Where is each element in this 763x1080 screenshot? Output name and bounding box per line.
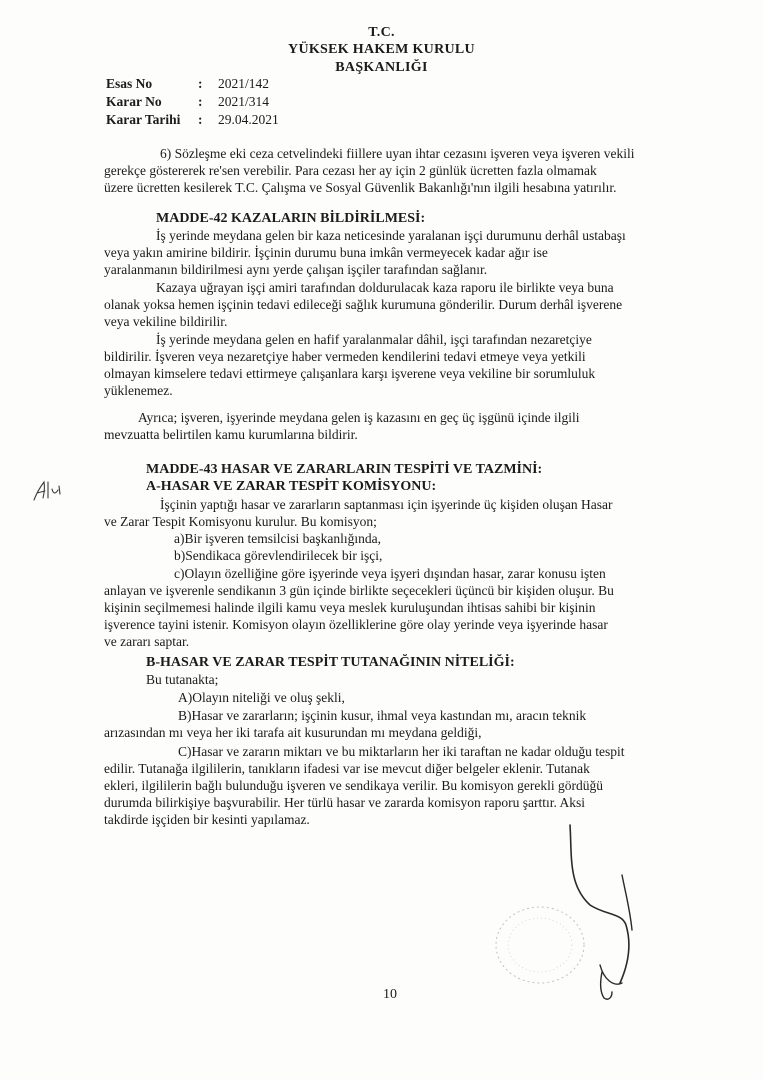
text-line: 6) Sözleşme eki ceza cetvelindeki fiillere uyan ihtar cezasını işveren veya işveren vekili [160,146,635,161]
marginal-initials-mark [32,476,66,504]
text-line: yüklenemez. [104,383,173,398]
text-line: edilir. Tutanağa ilgililerin, tanıkların ifadesi var ise mevcut diğer belgeler eklenir. Tutanak [104,761,590,776]
meta-key: Esas No [106,76,153,91]
text-line: durumda bilirkişiye başvurabilir. Her türlü hasar ve zararda komisyon raporu şarttır. Aksi [104,795,586,810]
meta-value: 2021/142 [218,76,270,91]
meta-sep: : [198,112,203,127]
text-line: arızasından mı veya her iki tarafa ait kusurundan mı meydana geldiği, [104,725,482,740]
section-heading-madde-43: MADDE-43 HASAR VE ZARARLARIN TESPİTİ VE TAZMİNİ: [146,462,543,477]
text-line: veya vekiline bildirilir. [104,314,228,329]
stamp-mark [490,900,590,990]
meta-sep: : [198,94,203,109]
text-line: Kazaya uğrayan işçi amiri tarafından doldurulacak kaza raporu ile birlikte veya buna [156,280,614,295]
header-tc: T.C. [368,25,395,40]
text-line: ve Zarar Tespit Komisyonu kurulur. Bu komisyon; [104,514,377,529]
text-line: yaralanmanın bildirilmesi aynı yerde çalışan işçiler tarafından sağlanır. [104,262,488,277]
list-item: b)Sendikaca görevlendirilecek bir işçi, [174,548,383,563]
list-item: a)Bir işveren temsilcisi başkanlığında, [174,531,381,546]
text-line: olmayan kimselere tedavi ettirmeye çalışanlara karşı işverene veya vekiline bir sorumluluk [104,366,596,381]
meta-karar-no [106,94,269,110]
text-line: veya yakın amirine bildirir. İşçinin durumu buna imkân vermeyecek kadar ağır ise [104,245,548,260]
text-line: takdirde işçiden bir kesinti yapılamaz. [104,812,310,827]
text-line: ekleri, ilgililerin bağlı bulunduğu işveren ve sendikaya verilir. Bu komisyon gerekli gördüğü [104,778,604,793]
header-institution: YÜKSEK HAKEM KURULU [288,42,475,57]
meta-value: 2021/314 [218,94,270,109]
meta-value: 29.04.2021 [218,112,279,127]
text-line: olanak yoksa hemen işçinin tedavi edileceği sağlık kurumuna gönderilir. Durum derhâl işverene [104,297,623,312]
text-line: gerekçe göstererek re'sen verebilir. Para cezası her ay için 2 günlük ücretten fazla olmamak [104,163,597,178]
text-line: kişinin seçilmemesi halinde ilgili kamu veya meslek kuruluşundan ihtisas sahibi bir kişinin [104,600,596,615]
subsection-heading-b: B-HASAR VE ZARAR TESPİT TUTANAĞININ NİTELİĞİ: [146,655,515,670]
list-item: B)Hasar ve zararların; işçinin kusur, ihmal veya kastından mı, aracın teknik [178,708,587,723]
text-line: Bu tutanakta; [146,672,219,687]
list-item: c)Olayın özelliğine göre işyerinde veya işyeri dışından hasar, zarar konusu işten [174,566,606,581]
meta-key: Karar No [106,94,162,109]
text-line: bildirilir. İşveren veya nezaretçiye haber vermeden kendilerini tedavi etmeye veya yetkili [104,349,586,364]
text-line: İş yerinde meydana gelen en hafif yaralanmalar dâhil, işçi tarafından nezaretçiye [156,332,592,347]
initial-mark [594,968,618,1004]
text-line: İşçinin yaptığı hasar ve zararların saptanması için işyerinde üç kişiden oluşan Hasar [160,497,613,512]
text-line: işverence tayini istenir. Komisyon olayın özelliklerine göre olay yerinde veya işyerinde hasar [104,617,608,632]
subsection-heading-a: A-HASAR VE ZARAR TESPİT KOMİSYONU: [146,479,437,494]
text-line: üzere ücretten kesilerek T.C. Çalışma ve Sosyal Güvenlik Bakanlığı'nın ilgili hesabına yatırılır. [104,180,617,195]
header-department: BAŞKANLIĞI [335,60,428,75]
meta-sep: : [198,76,203,91]
section-heading-madde-42: MADDE-42 KAZALARIN BİLDİRİLMESİ: [156,211,426,226]
meta-key: Karar Tarihi [106,112,181,127]
text-line: mevzuatta belirtilen kamu kurumlarına bildirir. [104,427,358,442]
meta-esas-no [106,76,269,92]
text-line: anlayan ve işverenle sendikanın 3 gün içinde birlikte seçecekleri üçüncü bir kişiden oluşur. Bu [104,583,614,598]
page-number: 10 [383,987,397,1002]
list-item: A)Olayın niteliği ve oluş şekli, [178,690,345,705]
text-line: ve zararı saptar. [104,634,190,649]
text-line: İş yerinde meydana gelen bir kaza neticesinde yaralanan işçi durumunu derhâl ustabaşı [156,228,626,243]
text-line: Ayrıca; işveren, işyerinde meydana gelen iş kazasını en geç üç işgünü içinde ilgili [138,410,580,425]
meta-karar-tarihi [106,112,279,128]
list-item: C)Hasar ve zararın miktarı ve bu miktarların her iki taraftan ne kadar olduğu tespit [178,744,625,759]
